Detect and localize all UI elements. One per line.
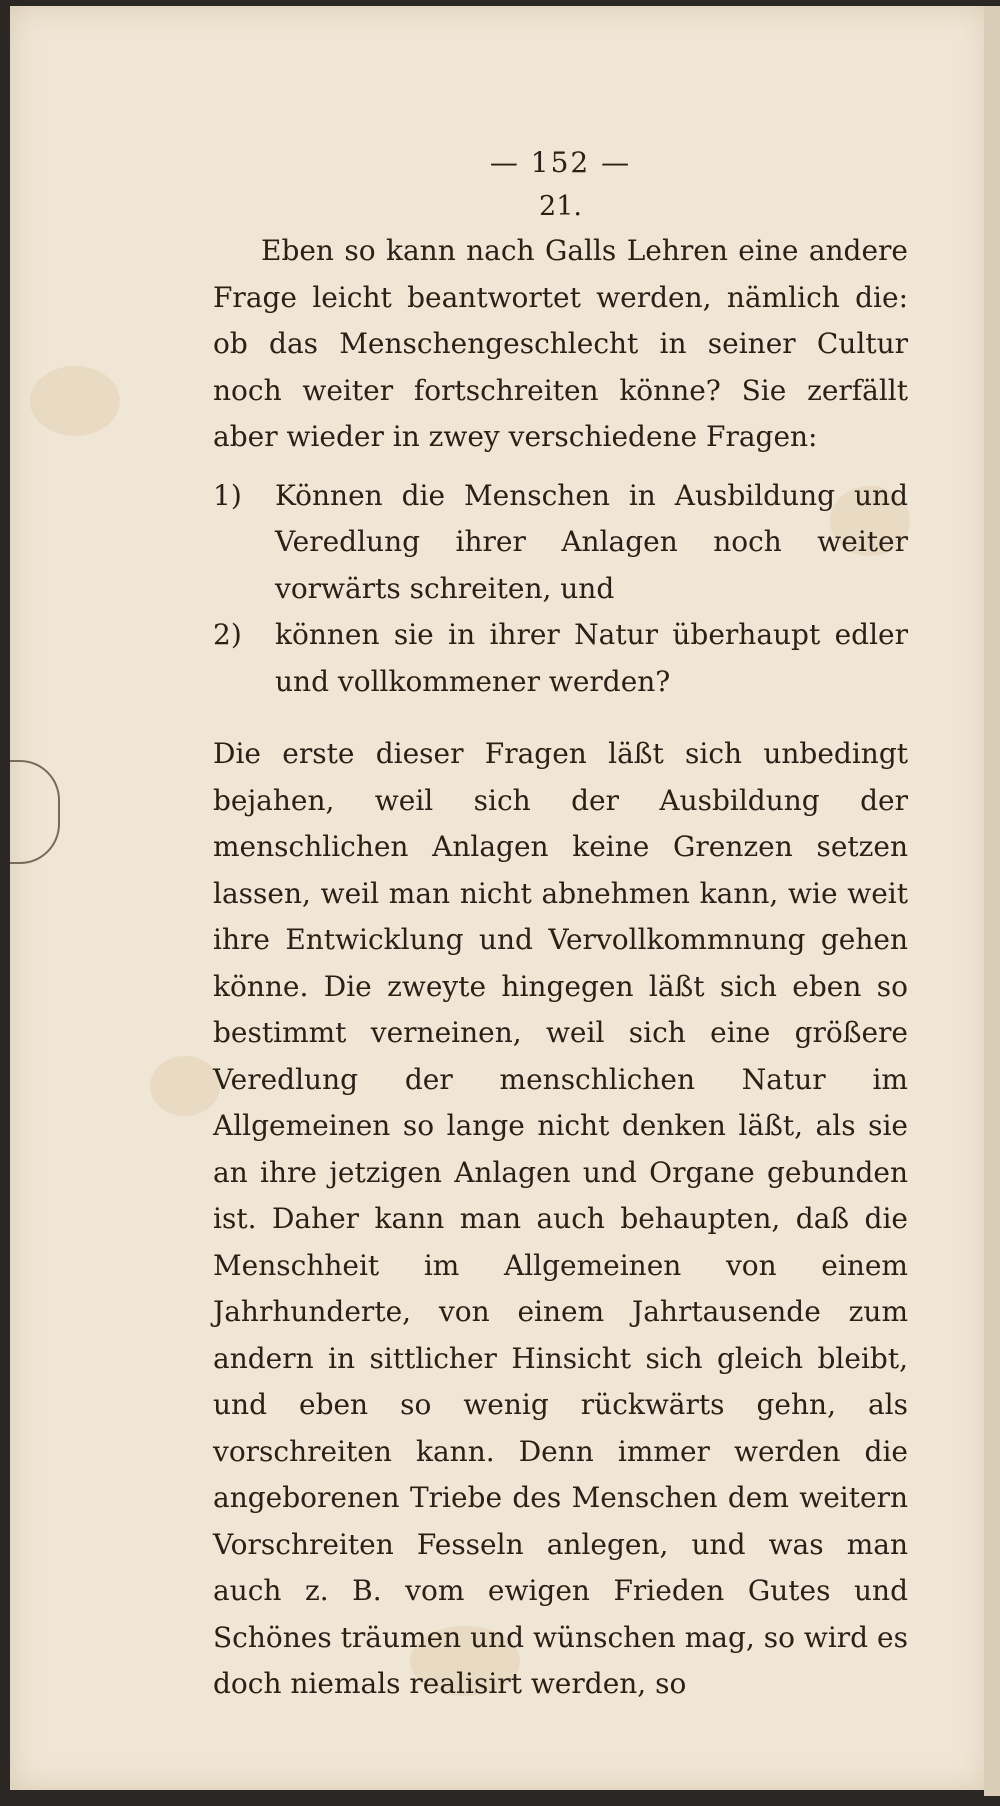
- page-edge: [984, 6, 1000, 1796]
- question-number: 2): [213, 618, 242, 651]
- question-text: können sie in ihrer Natur überhaupt edler und vollkommener werden?: [275, 618, 908, 698]
- page-text: [213, 140, 908, 1708]
- list-item: [213, 473, 908, 613]
- question-list: [213, 473, 908, 706]
- question-number: 1): [213, 478, 242, 512]
- section-number: 21.: [539, 191, 582, 222]
- intro-paragraph: Eben so kann nach Galls Lehren eine andere Frage leicht beantwortet werden, nämlich die: ob das Menschengeschlecht in seiner Cultur noch weiter fortschreiten könne? Sie zerfällt aber wieder in zwey verschiedene Fragen:: [213, 234, 908, 453]
- foxing-stain: [30, 366, 120, 436]
- foxing-stain: [150, 1056, 220, 1116]
- page-number: — 152 —: [489, 146, 632, 179]
- list-item: [213, 612, 908, 705]
- answer-paragraph: Die erste dieser Fragen läßt sich unbedingt bejahen, weil sich der Ausbildung der menschlichen Anlagen keine Grenzen setzen lassen, weil man nicht abnehmen kann, wie weit ihre Entwicklung und Vervollkommnung gehen könne. Die zweyte hingegen läßt sich eben so bestimmt verneinen, weil sich eine größere Veredlung der menschlichen Natur im Allgemeinen so lange nicht denken läßt, als sie an ihre jetzigen Anlagen und Organe gebunden ist. Daher kann man auch behaupten, daß die Menschheit im Allgemeinen von einem Jahrhunderte, von einem Jahrtausende zum andern in sittlicher Hinsicht sich gleich bleibt, und eben so wenig rückwärts gehn, als vorschreiten kann. Denn immer werden die angeborenen Triebe des Menschen dem weitern Vorschreiten Fesseln anlegen, und was man auch z. B. vom ewigen Frieden Gutes und Schönes träumen und wünschen mag, so wird es doch niemals realisirt werden, so: [213, 737, 908, 1700]
- question-text: Können die Menschen in Ausbildung und Veredlung ihrer Anlagen noch weiter vorwärts schreiten, und: [275, 478, 908, 605]
